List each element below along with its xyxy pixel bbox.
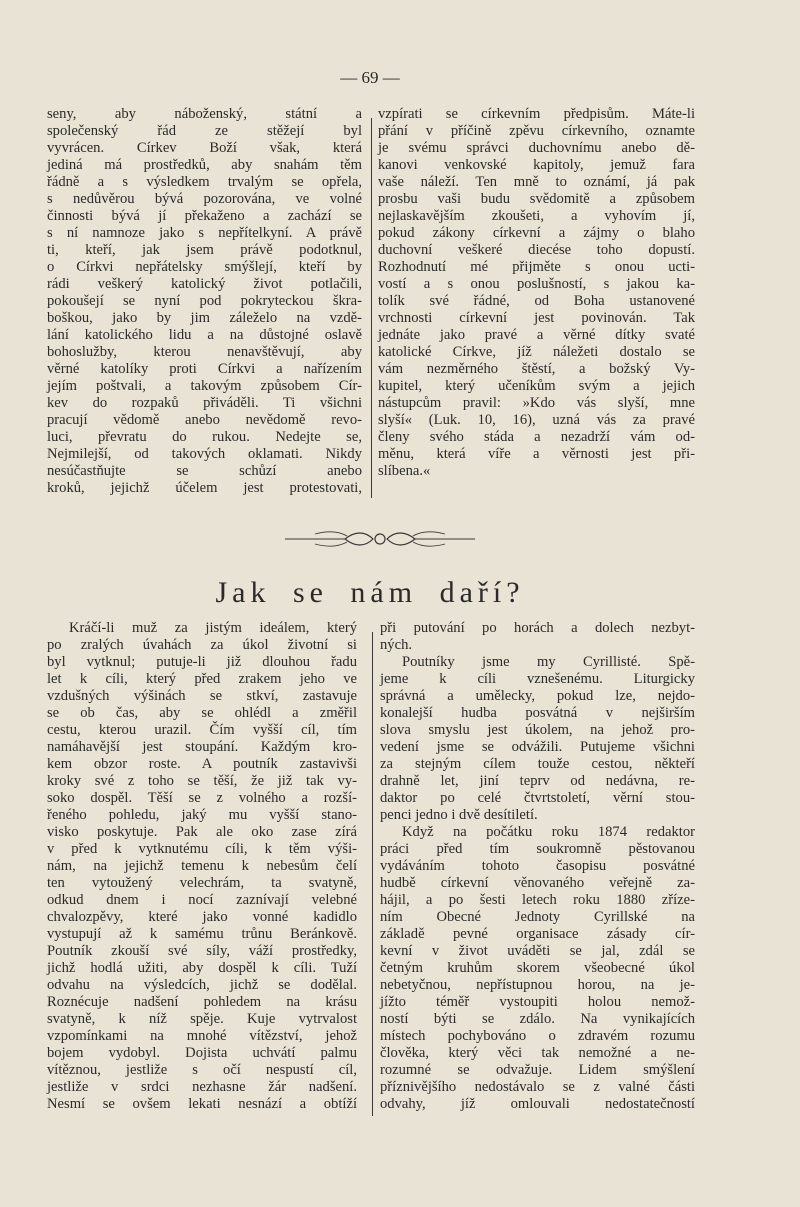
text-line: o Církvi nepřátelsky smýšlejí, kteří by <box>47 259 362 275</box>
text-line: nebetyčnou, nepřístupnou horou, na je- <box>380 977 695 993</box>
text-line: luci, převratu do rukou. Nedejte se, <box>47 429 362 445</box>
text-line: duchovní veškeré diecése toho dopustí. <box>378 242 695 258</box>
text-line: pracují vědomě anebo nevědomě revo- <box>47 412 362 428</box>
text-line: vedení jsme se odvážili. Putujeme všichni <box>380 739 695 755</box>
text-line: ten vytoužený velechrám, ta svatyně, <box>47 875 357 891</box>
text-line: po zralých úvahách za úkol životní si <box>47 637 357 653</box>
text-line: Poutníky jsme my Cyrillisté. Spě- <box>402 654 695 670</box>
text-line: vostí a s onou poslušností, s jakou ka- <box>378 276 695 292</box>
text-line: jediná má prostředků, aby snahám těm <box>47 157 362 173</box>
text-line: soko dospěl. Těší se z volného a rozší- <box>47 790 357 806</box>
paragraph <box>47 620 357 1113</box>
text-line: Poutník zkouší své síly, váží prostředky, <box>47 943 357 959</box>
text-line: lání katolického lidu a na důstojné oslavě <box>47 327 362 343</box>
text-line: věrné katolíky proti Církvi a nařízením <box>47 361 362 377</box>
text-line: jeme k cíli vznešenému. Liturgicky <box>380 671 695 687</box>
text-line: nejlaskavějším zkoušeti, a vyhovím jí, <box>378 208 695 224</box>
text-line: namáhavější jest stoupání. Každým kro- <box>47 739 357 755</box>
text-line: vyvrácen. Církev Boží však, která <box>47 140 362 156</box>
text-line: daktor po celé čtvrtstoletí, věrní stou- <box>380 790 695 806</box>
text-line: bojem vydobyl. Dojista uchvátí palmu <box>47 1045 357 1061</box>
text-line: rozumné se odvažuje. Lidem smýšlení <box>380 1062 695 1078</box>
paragraph <box>380 824 695 1113</box>
text-line: vrchnosti církevní jest povinován. Tak <box>378 310 695 326</box>
text-line: slyší« (Luk. 10, 16), uzná vás za pravé <box>378 412 695 428</box>
text-line: hudbě církevní věnovaného veřejně za- <box>380 875 695 891</box>
text-line: ním Obecné Jednoty Cyrillské na <box>380 909 695 925</box>
text-line: četným kruhům skorem všeobecné úkol <box>380 960 695 976</box>
text-line: člověka, který věci tak nemožné a ne- <box>380 1045 695 1061</box>
text-line: let k cíli, který před zrakem jeho ve <box>47 671 357 687</box>
article-title: Jak se nám daří? <box>215 576 525 609</box>
text-line: svatyně, k níž spěje. Kuje vytrvalost <box>47 1011 357 1027</box>
text-line: společenský řád ze stěžejí byl <box>47 123 362 139</box>
text-line: kroků, jejichž účelem jest protestovati, <box>47 480 362 496</box>
text-line: boškou, jako by jim záleželo na vzdě- <box>47 310 362 326</box>
text-line: kupitel, který učeníkům svým a jejich <box>378 378 695 394</box>
text-line: nástupcům pravil: »Kdo vás slyší, mne <box>378 395 695 411</box>
text-line: s ní namnoze jako s nepřítelkyní. A právě <box>47 225 362 241</box>
paragraph <box>380 620 695 654</box>
text-line: cestu, kterou urazil. Čím vyšší cíl, tím <box>47 722 357 738</box>
text-line: slíbena.« <box>378 463 431 479</box>
text-line: Nejmilejší, od takových oklamati. Nikdy <box>47 446 362 462</box>
text-line: bohoslužby, kterou nenavštěvují, aby <box>47 344 362 360</box>
text-line: hájil, a po šesti letech roku 1880 zříze- <box>380 892 695 908</box>
text-line: při putování po horách a dolech nezbyt- <box>380 620 695 636</box>
text-line: pokud zákony církevní a zájmy o blaho <box>378 225 695 241</box>
text-line: vzpomínkami na mnohé vítězství, jehož <box>47 1028 357 1044</box>
paragraph <box>47 106 362 497</box>
text-line: visko poskytuje. Pak ale oko zase zírá <box>47 824 357 840</box>
text-line: byl vytknul; putuje-li již dlouhou řadu <box>47 654 357 670</box>
text-line: odkud dnem i nocí zaznívají velebné <box>47 892 357 908</box>
text-line: Kráčí-li muž za jistým ideálem, který <box>69 620 357 636</box>
text-line: činnosti bývá jí překaženo a zachází se <box>47 208 362 224</box>
text-line: ti, kteří, jak jsem právě podotknul, <box>47 242 362 258</box>
text-line: chvalozpěvy, které jako vonné kadidlo <box>47 909 357 925</box>
text-line: tolík své řádné, od Boha ustanovené <box>378 293 695 309</box>
text-line: vydáváním tohoto časopisu posvátné <box>380 858 695 874</box>
text-line: odvahu na výsledcích, jichž se dodělal. <box>47 977 357 993</box>
text-line: seny, aby náboženský, státní a <box>47 106 362 122</box>
text-line: je svému správci duchovnímu anebo dě- <box>378 140 695 156</box>
text-line: kanovi venkovské kapitoly, jemuž fara <box>378 157 695 173</box>
text-line: řeného pohledu, jaký mu vyšší stano- <box>47 807 357 823</box>
text-line: se ob čas, aby se ohlédl a změřil <box>47 705 357 721</box>
column-divider-bottom <box>372 632 373 1116</box>
text-line: vzpírati se církevním předpisům. Máte-li <box>378 106 695 122</box>
text-line: jednáte jako pravé a věrné dítky svaté <box>378 327 695 343</box>
text-line: ností býti se zdálo. Na vynikajících <box>380 1011 695 1027</box>
text-line: správná a umělecky, pokud lze, nejdo- <box>380 688 695 704</box>
text-line: rádi veškerý katolický život potlačili, <box>47 276 362 292</box>
text-line: Roznécuje nadšení pohledem na krásu <box>47 994 357 1010</box>
text-line: příznivějšího nedostávalo se z valné části <box>380 1079 695 1095</box>
text-line: Když na počátku roku 1874 redaktor <box>402 824 695 840</box>
text-line: řádně a s výsledkem trvalým se opřela, <box>47 174 362 190</box>
text-line: konalejší hudba posvátná v nejširším <box>380 705 695 721</box>
text-line: jichž hodlá užiti, aby dospěl k cíli. Tuží <box>47 960 357 976</box>
text-line: členy svého stáda a nezadrží vám od- <box>378 429 695 445</box>
paragraph <box>380 654 695 824</box>
text-line: nesúčastňujte se schůzí anebo <box>47 463 362 479</box>
text-line: s nedůvěrou bývá pozorována, ve volné <box>47 191 362 207</box>
text-line: Rozhodnutí mé přijměte s onou ucti- <box>378 259 695 275</box>
text-line: pokoušejí se nyní pod pokryteckou škra- <box>47 293 362 309</box>
text-line: kevní v život uváděti se jal, zdál se <box>380 943 695 959</box>
text-line: vaše náleží. Ten mně to oznámí, já pak <box>378 174 695 190</box>
text-line: ných. <box>380 637 413 653</box>
text-line: kev do rozpaků přiváděli. Ti všichni <box>47 395 362 411</box>
text-line: nám, na jejichž temenu k nebesům čelí <box>47 858 357 874</box>
text-line: katolické Církve, jíž náležeti dostalo se <box>378 344 695 360</box>
column-divider-top <box>371 118 372 498</box>
text-line: kroky své z toho se těší, že již tak vy- <box>47 773 357 789</box>
text-line: kem obzor roste. A poutník zastavivši <box>47 756 357 772</box>
text-line: vystupují až k samému trůnu Beránkově. <box>47 926 357 942</box>
text-line: penci jedno i dvě desítiletí. <box>380 807 538 823</box>
article-left-column <box>47 620 357 1113</box>
text-line: prosbu vaši budu svědomitě a způsobem <box>378 191 695 207</box>
ornament-divider-icon <box>285 528 475 550</box>
text-line: drahně let, jiní teprv od nedávna, re- <box>380 773 695 789</box>
top-right-column <box>378 106 695 480</box>
text-line: vzdušných výšinách se stkví, zastavuje <box>47 688 357 704</box>
article-right-column <box>380 620 695 1113</box>
text-line: Nesmí se ovšem lekati nesnází a obtíží <box>47 1096 357 1112</box>
text-line: jejím poštvali, a takovým způsobem Cír- <box>47 378 362 394</box>
text-line: měnu, která víře a věrnosti jest při- <box>378 446 695 462</box>
text-line: za stejným cílem touže cestou, někteří <box>380 756 695 772</box>
text-line: vítěznou, jestliže s očí nespustí cíl, <box>47 1062 357 1078</box>
text-line: jestliže v srdci nezhasne žár nadšení. <box>47 1079 357 1095</box>
top-left-column <box>47 106 362 497</box>
text-line: vám nezměrného štěstí, a božský Vy- <box>378 361 695 377</box>
text-line: slova smyslu jest úkolem, na jehož pro- <box>380 722 695 738</box>
paragraph <box>378 106 695 480</box>
text-line: místech pochybováno o zdravém rozumu <box>380 1028 695 1044</box>
text-line: v před k vytknutému cíli, k těm výši- <box>47 841 357 857</box>
text-line: jížto téměř vystoupiti holou nemož- <box>380 994 695 1010</box>
text-line: základě pevné organisace zásady cír- <box>380 926 695 942</box>
text-line: přání v příčině zpěvu církevního, oznamte <box>378 123 695 139</box>
text-line: odvahy, jíž omlouvali nedostatečností <box>380 1096 695 1112</box>
page-number: — 69 — <box>340 68 400 87</box>
text-line: práci před tím soukromně pěstovanou <box>380 841 695 857</box>
